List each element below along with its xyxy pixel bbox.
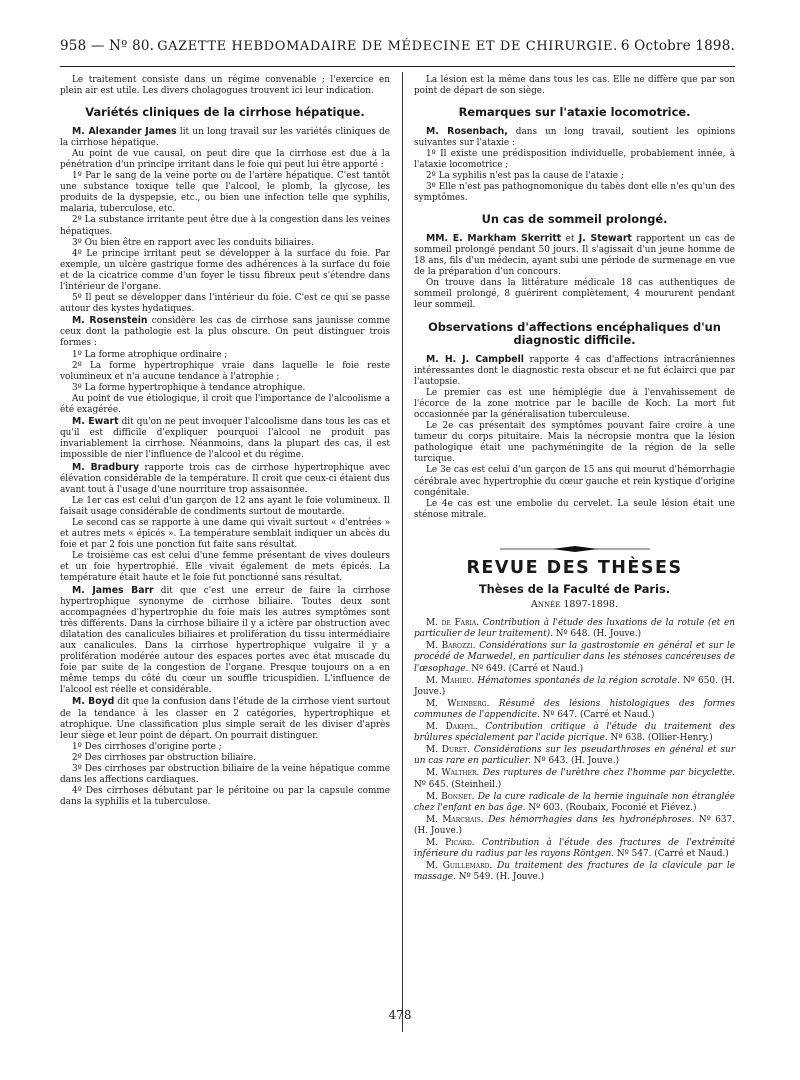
thesis-title: Hématomes spontanés de la région scrotale.: [477, 675, 680, 686]
section-heading: Un cas de sommeil prolongé.: [481, 212, 668, 227]
paragraph-text: et: [561, 233, 579, 244]
right-column: [414, 75, 735, 884]
thesis-entry: [414, 861, 735, 883]
thesis-author: M. Barozzi.: [426, 641, 480, 652]
thesis-reference: Nº 603. (Roubaix, Foconié et Fiévez.): [525, 802, 697, 813]
section-heading: Variétés cliniques de la cirrhose hépatique.: [85, 105, 365, 120]
thesis-title: Des hémorrhagies dans les hydronéphroses.: [488, 814, 695, 825]
thesis-author: M. Marchais.: [426, 814, 489, 825]
revue-heading: REVUE DES THÈSES: [466, 557, 683, 578]
thesis-title: Considérations sur la gastrostomie en général et sur le procédé de Marwedel, en particulier dans les sténoses cancéreuses de l'œsophage.: [414, 641, 735, 674]
thesis-author: M. de Faria.: [426, 618, 483, 629]
author-name: M. Rosenbach,: [426, 125, 508, 137]
paragraph-text: rapporte trois cas de cirrhose hypertrophique avec élévation considérable de la température. Il croit que ceux-ci étaient dus avant tout à l'usage d'une nourriture trop assaisonnée.: [60, 462, 390, 495]
paragraph: 4º Le principe irritant peut se développer à la surface du foie. Par exemple, un ulcère gastrique forme des adhérences à la surface du foie et de la cicatrice comme d'un foyer le tissu fibreux peut s'étendre dans l'intérieur de l'organe.: [60, 248, 390, 292]
page-number: 478: [388, 1008, 412, 1022]
paragraph: [60, 126, 390, 149]
thesis-reference: Nº 645. (Steinheil.): [414, 779, 502, 790]
paragraph: On trouve dans la littérature médicale 18 cas authentiques de sommeil prolongé, 8 guérirent complètement, 4 moururent pendant leur sommeil.: [414, 278, 735, 311]
paragraph-text: dit que c'est une erreur de faire la cirrhose hypertrophique synonyme de cirrhose biliaire. Toutes deux sont accompagnées d'hypertrophie du foie mais les autres symptômes sont très différents. Dans la cirrhose biliaire il y a ictère par obstruction avec dilatation des canalicules biliaires et prolifération du tissu intermédiaire aux canalicules. Dans la cirrhose hypertrophique vulgaire il y a prolifération modérée autour des espaces portes avec état muscade du foie par suite de la congestion de l'organe. Presque toujours on a en même temps du côté du cœur un souffle tricuspidien. L'influence de l'alcool est réelle et considérable.: [60, 585, 390, 696]
thesis-reference: Nº 648. (H. Jouve.): [552, 629, 642, 640]
ornament-divider-icon: [500, 545, 650, 553]
paragraph: [60, 696, 390, 741]
paragraph: 4º Des cirrhoses débutant par le péritoine ou par la capsule comme dans la syphilis et la tuberculose.: [60, 786, 390, 808]
thesis-reference: Nº 549. (H. Jouve.): [455, 872, 545, 883]
thesis-title: Contribution à l'étude des luxations de la rotule (et en particulier de leur traitement).: [414, 618, 735, 640]
header-rule: [60, 66, 735, 67]
thesis-author: M. Weinberg.: [426, 698, 499, 709]
thesis-author: M. Walther.: [426, 768, 483, 779]
paragraph: 3º Des cirrhoses par obstruction biliaire de la veine hépatique comme dans les affections cardiaques.: [60, 764, 390, 786]
author-name: M. Boyd: [72, 696, 115, 708]
section-heading: Observations d'affections encéphaliques d'un diagnostic difficile.: [428, 319, 721, 347]
paragraph: Au point de vue causal, on peut dire que la cirrhose est due à la pénétration d'un principe irritant dans le foie qui peut lui être apporté :: [60, 148, 390, 170]
thesis-reference: Nº 643. (H. Jouve.): [530, 756, 620, 767]
author-name: J. Stewart: [578, 232, 632, 244]
paragraph: 1º Des cirrhoses d'origine porte ;: [72, 741, 222, 752]
column-divider: [402, 72, 403, 1032]
paragraph: Le traitement consiste dans un régime convenable ; l'exercice en plein air est utile. Les divers cholagogues trouvent ici leur indication.: [60, 75, 390, 97]
thesis-entry: [414, 676, 735, 698]
paragraph: La lésion est la même dans tous les cas. Elle ne diffère que par son point de départ de son siège.: [414, 75, 735, 97]
paragraph: [414, 354, 735, 388]
paragraph: 5º Il peut se développer dans l'intérieur du foie. C'est ce qui se passe autour des kystes hydatiques.: [60, 293, 390, 315]
author-name: M. Rosenstein: [72, 315, 148, 327]
thesis-entry: [414, 745, 735, 767]
theses-heading: Thèses de la Faculté de Paris.: [478, 582, 671, 596]
thesis-title: Considérations sur les pseudarthroses en général et sur un cas rare en particulier.: [414, 745, 735, 767]
paragraph: 2º La substance irritante peut être due à la congestion dans les veines hépatiques.: [60, 215, 390, 237]
paragraph: Le 4e cas est une embolie du cervelet. La seule lésion était une sténose mitrale.: [414, 498, 735, 520]
running-header: [60, 38, 735, 62]
paragraph: [60, 585, 390, 697]
journal-title: GAZETTE HEBDOMADAIRE DE MÉDECINE ET DE CHIRURGIE.: [157, 39, 618, 54]
paragraph: [414, 126, 735, 149]
thesis-list: [414, 618, 735, 883]
paragraph: Le second cas se rapporte à une dame qui vivait surtout « d'entrées » et autres mets « épicés ». La température semblait indiquer un abcès du foie et par 2 fois une ponction fut faite sans résultat.: [60, 517, 390, 551]
thesis-title: Contribution critique à l'étude du traitement des brûlures spécialement par l'acide picrique.: [414, 722, 735, 744]
thesis-author: M. Picard.: [426, 837, 482, 848]
author-name: MM. E. Markham Skerritt: [426, 232, 562, 244]
thesis-title: De la cure radicale de la hernie inguinale non étranglée chez l'enfant en bas âge.: [414, 791, 736, 813]
section-heading: Remarques sur l'ataxie locomotrice.: [458, 105, 691, 120]
academic-year: Année 1897-1898.: [531, 599, 618, 611]
thesis-author: M. Bonnet.: [426, 791, 478, 802]
thesis-title: Du traitement des fractures de la clavicule par le massage.: [414, 861, 735, 883]
author-name: M. Ewart: [72, 416, 119, 428]
thesis-reference: Nº 638. (Ollier-Henry.): [607, 733, 713, 744]
thesis-author: M. Dakhyl.: [426, 722, 486, 733]
paragraph: Le troisième cas est celui d'une femme présentant de vives douleurs et un foie hypertrophié. Elle vivait également de mets épicés. La température était haute et le foie fut ponctionné sans résultat.: [60, 551, 390, 584]
paragraph: 3º Ou bien être en rapport avec les conduits biliaires.: [72, 237, 314, 248]
thesis-entry: [414, 641, 735, 674]
issue-number: 958 — Nº 80.: [60, 38, 155, 54]
paragraph: [60, 416, 390, 461]
author-name: M. Alexander James: [72, 125, 177, 137]
thesis-entry: [414, 699, 735, 721]
thesis-author: M. Duret.: [426, 745, 474, 756]
thesis-title: Résumé des lésions histologiques des formes communes de l'appendicite.: [414, 698, 736, 720]
left-column: [60, 75, 390, 808]
thesis-reference: Nº 649. (Carré et Naud.): [468, 663, 584, 674]
thesis-entry: [414, 815, 735, 837]
thesis-entry: [414, 792, 735, 814]
thesis-reference: Nº 647. (Carré et Naud.): [539, 709, 655, 720]
thesis-title: Contribution à l'étude des fractures de l'extrémité inférieure du radius par les rayons Röntgen.: [414, 837, 735, 860]
paragraph: 2º La forme hypertrophique vraie dans laquelle le foie reste volumineux et n'a aucune tendance à l'atrophie ;: [60, 360, 390, 382]
issue-date: 6 Octobre 1898.: [620, 38, 735, 54]
thesis-entry: [414, 838, 735, 860]
thesis-author: M. Guillemard.: [426, 861, 498, 872]
paragraph-text: rapporte 4 cas d'affections intracrâniennes intéressantes dont le diagnostic resta obscur et ne fut éclairci que par l'autopsie.: [414, 354, 735, 387]
paragraph: [60, 315, 390, 349]
paragraph: [60, 462, 390, 496]
thesis-title: Des ruptures de l'urèthre chez l'homme par bicyclette.: [482, 768, 735, 779]
ornament-divider: [414, 545, 735, 553]
paragraph: [414, 233, 735, 278]
paragraph: Le 1er cas est celui d'un garçon de 12 ans ayant le foie volumineux. Il faisait usage considérable de condiments surtout de moutarde.: [60, 495, 390, 517]
paragraph-text: rapportent un cas de sommeil prolongé pendant 50 jours. Il s'agissait d'un jeune homme de 18 ans, fils d'un médecin, ayant subi une période de surmenage en vue de la préparation d'un concours.: [414, 233, 735, 278]
paragraph: Le 2e cas présentait des symptômes pouvant faire croire à une tumeur du corps pituitaire. Mais la nécropsie montra que la lésion pathologique était une pachyméningite de la région de la selle turcique.: [414, 421, 735, 465]
author-name: M. Bradbury: [72, 461, 140, 473]
thesis-entry: [414, 768, 735, 790]
author-name: M. H. J. Campbell: [426, 353, 524, 365]
author-name: M. James Barr: [72, 584, 154, 596]
paragraph: 2º La syphilis n'est pas la cause de l'ataxie ;: [426, 171, 624, 182]
thesis-reference: Nº 650. (H. Jouve.): [414, 675, 735, 697]
thesis-reference: Nº 547. (Carré et Naud.): [614, 849, 729, 860]
paragraph: 1º Par le sang de la veine porte ou de l'artère hépatique. C'est tantôt une substance toxique telle que l'alcool, le plomb, la glycose, les produits de la dyspepsie, etc., ou bien une infection telle que syphilis, malaria, tuberculose, etc.: [60, 171, 390, 215]
paragraph: 3º La forme hypertrophique à tendance atrophique.: [72, 382, 306, 393]
thesis-reference: Nº 637. (H. Jouve.): [414, 814, 735, 836]
paragraph-text: dit que la confusion dans l'étude de la cirrhose vient surtout de la tendance à les classer en 2 catégories, hypertrophique et atrophique. Une classification plus simple serait de les diviser d'après leur siège et leur point de départ. On pourrait distinguer.: [60, 697, 390, 741]
paragraph: 2º Des cirrhoses par obstruction biliaire.: [72, 752, 256, 763]
thesis-author: M. Mahieu.: [426, 675, 478, 686]
paragraph: Au point de vue étiologique, il croit que l'importance de l'alcoolisme a été exagérée.: [60, 393, 390, 416]
paragraph-text: dit qu'on ne peut invoquer l'alcoolisme dans tous les cas et qu'il est difficile d'expliquer pourquoi l'alcool ne produit pas invariablement la cirrhose. Néanmoins, dans la plupart des cas, il est impossible de nier l'influence de l'alcool et du régime.: [60, 417, 391, 461]
paragraph: 3º Elle n'est pas pathognomonique du tabès dont elle n'es qu'un des symptômes.: [414, 182, 735, 204]
paragraph: 1º La forme atrophique ordinaire ;: [72, 349, 228, 360]
thesis-entry: [414, 722, 735, 744]
paragraph: Le premier cas est une hémiplégie due à l'envahissement de l'écorce de la zone motrice par le bacille de Koch. La mort fut occasionnée par la généralisation tuberculeuse.: [414, 387, 735, 420]
paragraph-text: dans un long travail, soutient les opinions suivantes sur l'ataxie :: [414, 126, 735, 148]
paragraph-text: lit un long travail sur les variétés cliniques de la cirrhose hépatique.: [60, 126, 391, 148]
paragraph-text: considère les cas de cirrhose sans jaunisse comme ceux dont la pathologie est la plus obscure. On peut distinguer trois formes :: [60, 316, 390, 349]
paragraph: 1º Il existe une prédisposition individuelle, probablement innée, à l'ataxie locomotrice ;: [414, 148, 735, 170]
thesis-entry: [414, 618, 735, 640]
paragraph: Le 3e cas est celui d'un garçon de 15 ans qui mourut d'hémorrhagie cérébrale avec hypertrophie du cœur gauche et rein kystique d'origine congénitale.: [414, 465, 735, 498]
